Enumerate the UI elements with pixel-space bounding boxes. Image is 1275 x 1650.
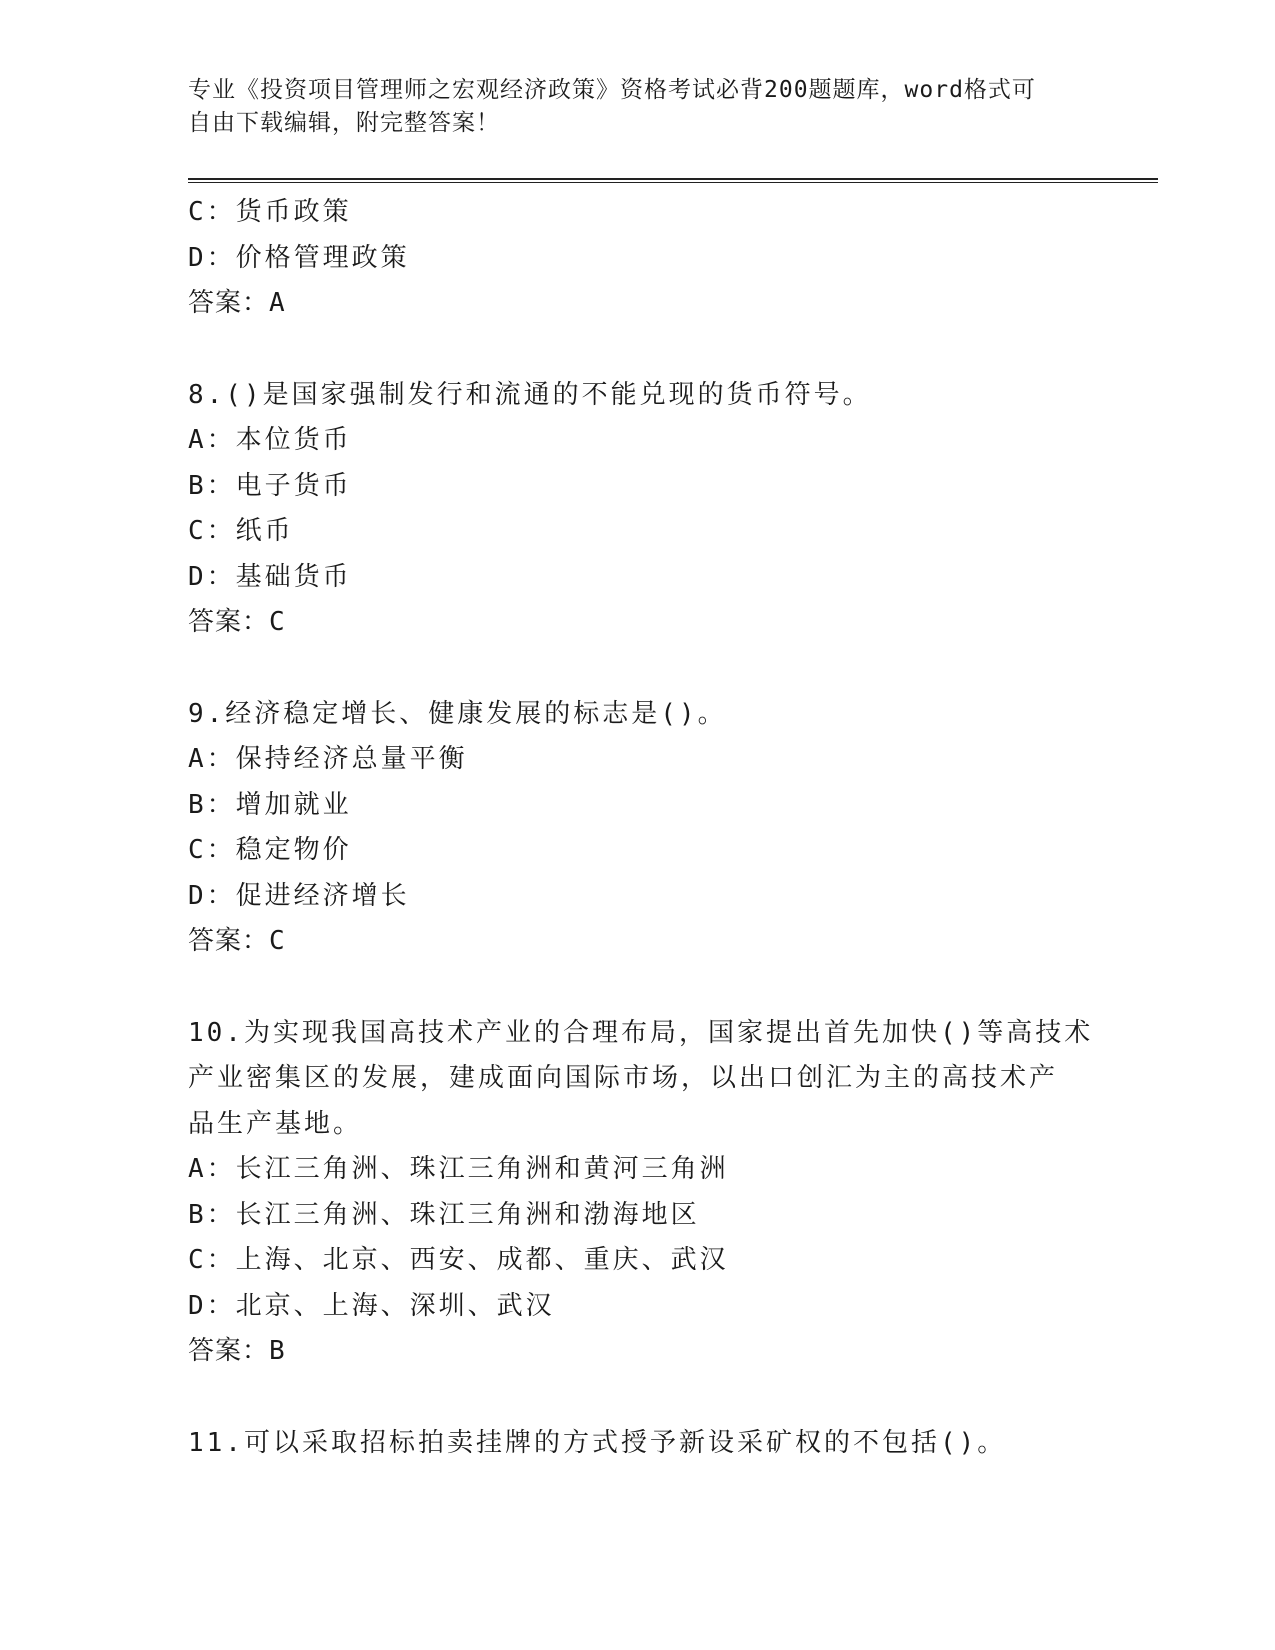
answer: 答案：C [188,926,286,956]
question-8 [188,373,1108,646]
option-a: A：保持经济总量平衡 [188,744,468,774]
question-9 [188,692,1108,965]
option-b: B：增加就业 [188,789,352,820]
spacer [188,965,1108,1011]
option-b: B：长江三角洲、珠江三角洲和渤海地区 [188,1199,700,1230]
question-stem: 8.()是国家强制发行和流通的不能兑现的货币符号。 [188,379,872,410]
question-11 [188,1421,1108,1467]
question-stem: 11.可以采取招标拍卖挂牌的方式授予新设采矿权的不包括()。 [188,1427,1007,1458]
question-10 [188,1011,1108,1375]
option-d: D：北京、上海、深圳、武汉 [188,1290,555,1321]
question-stem: 9.经济稳定增长、健康发展的标志是()。 [188,698,727,729]
document-header [188,74,1088,140]
option-a: A：本位货币 [188,425,352,455]
question-stem-line-3: 品生产基地。 [188,1108,363,1139]
option-d: D：促进经济增长 [188,880,410,911]
answer: 答案：C [188,607,286,637]
question-stem-line-1: 10.为实现我国高技术产业的合理布局，国家提出首先加快()等高技术 [188,1017,1094,1048]
option-c: C：稳定物价 [188,835,352,865]
question-7-tail [188,190,1108,327]
spacer [188,327,1108,373]
answer: 答案：B [188,1336,286,1366]
header-title-line-1: 专业《投资项目管理师之宏观经济政策》资格考试必背200题题库，word格式可 [188,77,1036,103]
spacer [188,1375,1108,1421]
header-divider [188,178,1158,183]
question-list [188,190,1108,1466]
option-b: B：电子货币 [188,470,352,501]
option-d: D：基础货币 [188,561,352,592]
option-c: C：货币政策 [188,197,352,227]
spacer [188,646,1108,692]
option-c: C：纸币 [188,516,294,546]
answer: 答案：A [188,288,286,318]
option-a: A：长江三角洲、珠江三角洲和黄河三角洲 [188,1154,729,1184]
question-stem-line-2: 产业密集区的发展，建成面向国际市场，以出口创汇为主的高技术产 [188,1063,1059,1093]
option-d: D：价格管理政策 [188,242,410,273]
option-c: C：上海、北京、西安、成都、重庆、武汉 [188,1245,729,1275]
header-title-line-2: 自由下载编辑，附完整答案！ [188,110,500,136]
